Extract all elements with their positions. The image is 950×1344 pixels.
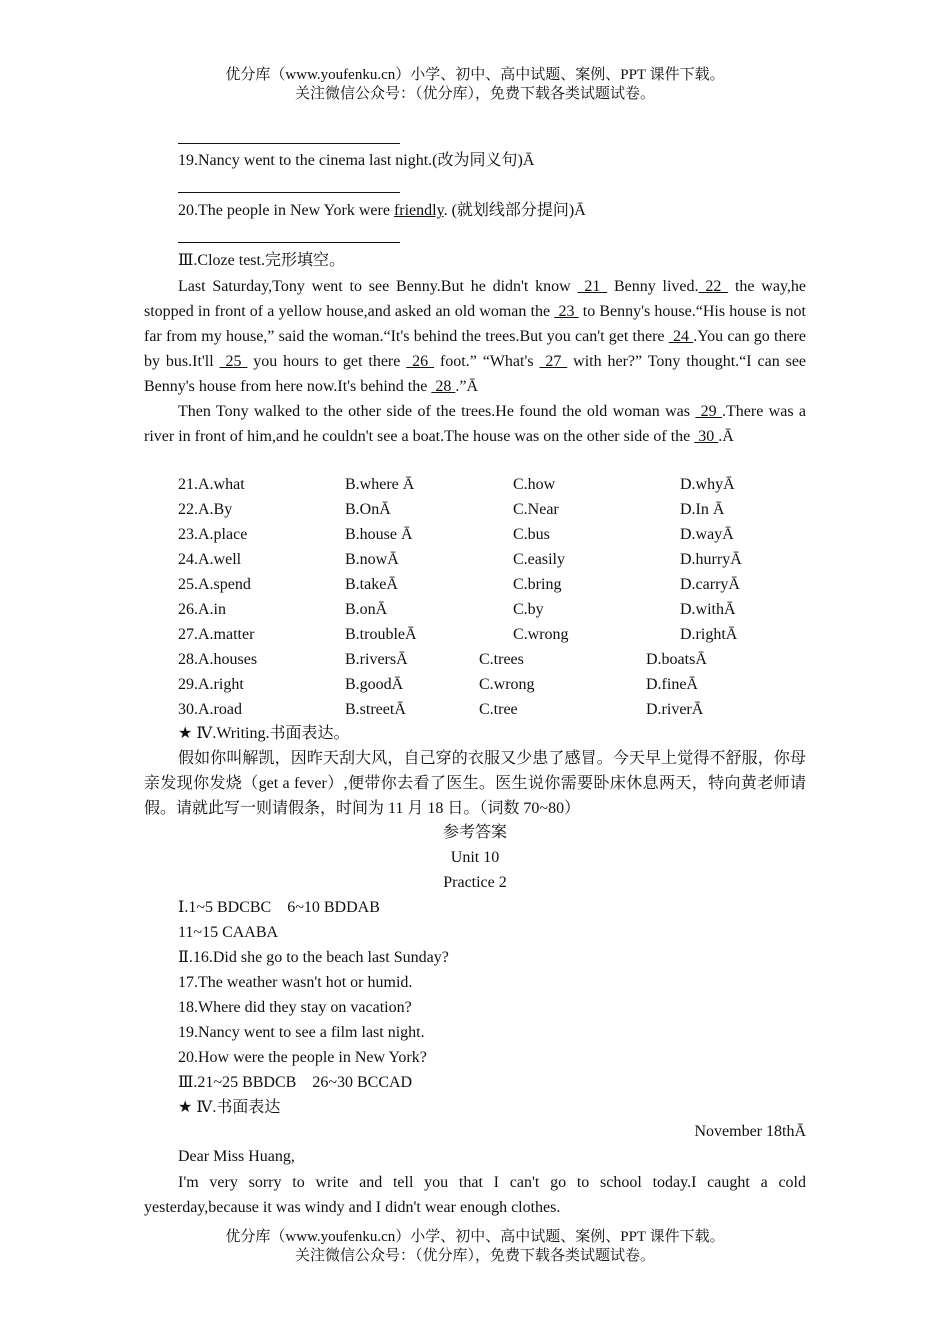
cloze-text: foot.” “What's [434, 353, 540, 370]
option-choice: B.onĀ [345, 601, 388, 618]
question-19: 19.Nancy went to the cinema last night.(改为同义句)Ā [178, 152, 535, 169]
answer-line-20 [178, 242, 400, 243]
cloze-text: you hours to get there [247, 353, 407, 370]
cloze-text: .You can go there by bus.It'll [144, 328, 807, 370]
option-choice: B.house Ā [345, 526, 413, 543]
cloze-blank: 28 [431, 378, 456, 395]
option-choice: D.withĀ [680, 601, 736, 618]
cloze-blank: 23 [554, 303, 579, 320]
option-choice: B.riversĀ [345, 651, 408, 668]
option-question: 28.A.houses [178, 651, 258, 668]
option-question: 27.A.matter [178, 626, 255, 643]
option-choice: C.bus [513, 526, 550, 543]
answer-line: Ⅱ.16.Did she go to the beach last Sunday? [178, 949, 449, 966]
question-20-instruction: . (就划线部分提问)Ā [443, 202, 586, 219]
cloze-blank: 30 [694, 428, 719, 445]
option-choice: D.riverĀ [646, 701, 704, 718]
option-question: 26.A.in [178, 601, 226, 618]
letter-body-text: I'm very sorry to write and tell you that I can't go to school today.I caught a cold yesterday,because it was windy and I didn't wear enough clothes. [144, 1174, 806, 1216]
cloze-blank: 21 [577, 278, 608, 295]
cloze-text: Then Tony walked to the other side of the trees.He found the old woman was [178, 403, 696, 420]
cloze-title: Ⅲ.Cloze test.完形填空。 [178, 252, 345, 269]
letter-date: November 18thĀ [694, 1123, 806, 1140]
cloze-text: the way,he stopped in front of a yellow house,and asked an old woman the [144, 278, 807, 320]
question-20 [178, 201, 586, 221]
answer-line: 19.Nancy went to see a film last night. [178, 1024, 425, 1041]
writing-prompt [144, 746, 806, 821]
option-question: 30.A.road [178, 701, 242, 718]
question-20-text: 20.The people in New York were [178, 202, 394, 219]
answer-line: Ⅲ.21~25 BBDCB 26~30 BCCAD [178, 1074, 413, 1091]
answer-line-19 [178, 192, 400, 193]
option-question: 24.A.well [178, 551, 242, 568]
option-choice: B.where Ā [345, 476, 415, 493]
footer-line-1: 优分库（www.youfenku.cn）小学、初中、高中试题、案例、PPT 课件下载。 [225, 1229, 725, 1245]
option-choice: C.easily [513, 551, 565, 568]
answer-line-18 [178, 143, 400, 144]
option-choice: D.rightĀ [680, 626, 738, 643]
cloze-text: to Benny's house.“His house is not far from my house,” said the woman.“It's behind the trees.But you can't get there [144, 303, 806, 345]
answer-line: 11~15 CAABA [178, 924, 279, 941]
option-choice: D.carryĀ [680, 576, 740, 593]
cloze-text: Last Saturday,Tony went to see Benny.But he didn't know [178, 278, 578, 295]
option-choice: D.hurryĀ [680, 551, 742, 568]
option-choice: C.bring [513, 576, 562, 593]
cloze-blank: 26 [406, 353, 435, 370]
cloze-passage [144, 274, 806, 449]
cloze-blank: 22 [698, 278, 729, 295]
option-choice: B.troubleĀ [345, 626, 417, 643]
option-question: 21.A.what [178, 476, 245, 493]
option-choice: C.tree [479, 701, 518, 718]
option-choice: C.trees [479, 651, 524, 668]
option-choice: C.wrong [479, 676, 535, 693]
option-choice: B.streetĀ [345, 701, 406, 718]
answers-practice: Practice 2 [443, 874, 507, 891]
question-20-underlined: friendly [393, 202, 444, 219]
option-question: 23.A.place [178, 526, 248, 543]
option-choice: D.wayĀ [680, 526, 734, 543]
letter-body [144, 1170, 806, 1220]
cloze-paragraph-1 [144, 274, 806, 399]
cloze-text: .”Ā [455, 378, 478, 395]
option-choice: D.boatsĀ [646, 651, 707, 668]
option-question: 22.A.By [178, 501, 233, 518]
letter-greeting: Dear Miss Huang, [178, 1148, 295, 1165]
option-choice: D.In Ā [680, 501, 725, 518]
option-question: 25.A.spend [178, 576, 251, 593]
cloze-blank: 24 [668, 328, 694, 345]
option-choice: C.by [513, 601, 544, 618]
cloze-text: .There was a river in front of him,and he couldn't see a boat.The house was on the other side of the [144, 403, 807, 445]
cloze-paragraph-2 [144, 399, 806, 449]
option-choice: B.nowĀ [345, 551, 399, 568]
answer-line: 17.The weather wasn't hot or humid. [178, 974, 413, 991]
cloze-blank: 29 [695, 403, 723, 420]
footer-line-2: 关注微信公众号：（优分库），免费下载各类试题试卷。 [294, 1248, 655, 1264]
option-choice: B.goodĀ [345, 676, 404, 693]
writing-prompt-text: 假如你叫解凯，因昨天刮大风，自己穿的衣服又少患了感冒。今天早上觉得不舒服，你母亲发现你发烧（get a fever）,便带你去看了医生。医生说你需要卧床休息两天，特向黄老师请假。请就此写一则请假条，时间为 11 月 18 日。（词数 70~80） [144, 750, 806, 817]
answer-line: Ⅰ.1~5 BDCBC 6~10 BDDAB [178, 899, 380, 916]
header-line-2: 关注微信公众号：（优分库），免费下载各类试题试卷。 [294, 86, 655, 102]
answer-line: 18.Where did they stay on vacation? [178, 999, 412, 1016]
cloze-blank: 27 [539, 353, 568, 370]
option-choice: D.fineĀ [646, 676, 698, 693]
header-line-1: 优分库（www.youfenku.cn）小学、初中、高中试题、案例、PPT 课件下载。 [225, 67, 725, 83]
cloze-text: Benny lived. [607, 278, 699, 295]
answers-unit: Unit 10 [450, 849, 500, 866]
option-choice: C.wrong [513, 626, 569, 643]
option-choice: C.how [513, 476, 556, 493]
option-choice: B.OnĀ [345, 501, 391, 518]
page-header [0, 66, 950, 104]
answer-line: ★ Ⅳ.书面表达 [178, 1099, 281, 1116]
answers-title: 参考答案 [442, 824, 507, 841]
option-choice: B.takeĀ [345, 576, 398, 593]
option-choice: C.Near [513, 501, 559, 518]
option-choice: D.whyĀ [680, 476, 735, 493]
cloze-text: with her?” Tony thought.“I can see Benny's house from here now.It's behind the [144, 353, 807, 395]
option-question: 29.A.right [178, 676, 244, 693]
cloze-blank: 25 [219, 353, 248, 370]
page-footer [0, 1228, 950, 1266]
writing-title: ★ Ⅳ.Writing.书面表达。 [178, 725, 350, 742]
answer-line: 20.How were the people in New York? [178, 1049, 427, 1066]
cloze-text: .Ā [718, 428, 734, 445]
